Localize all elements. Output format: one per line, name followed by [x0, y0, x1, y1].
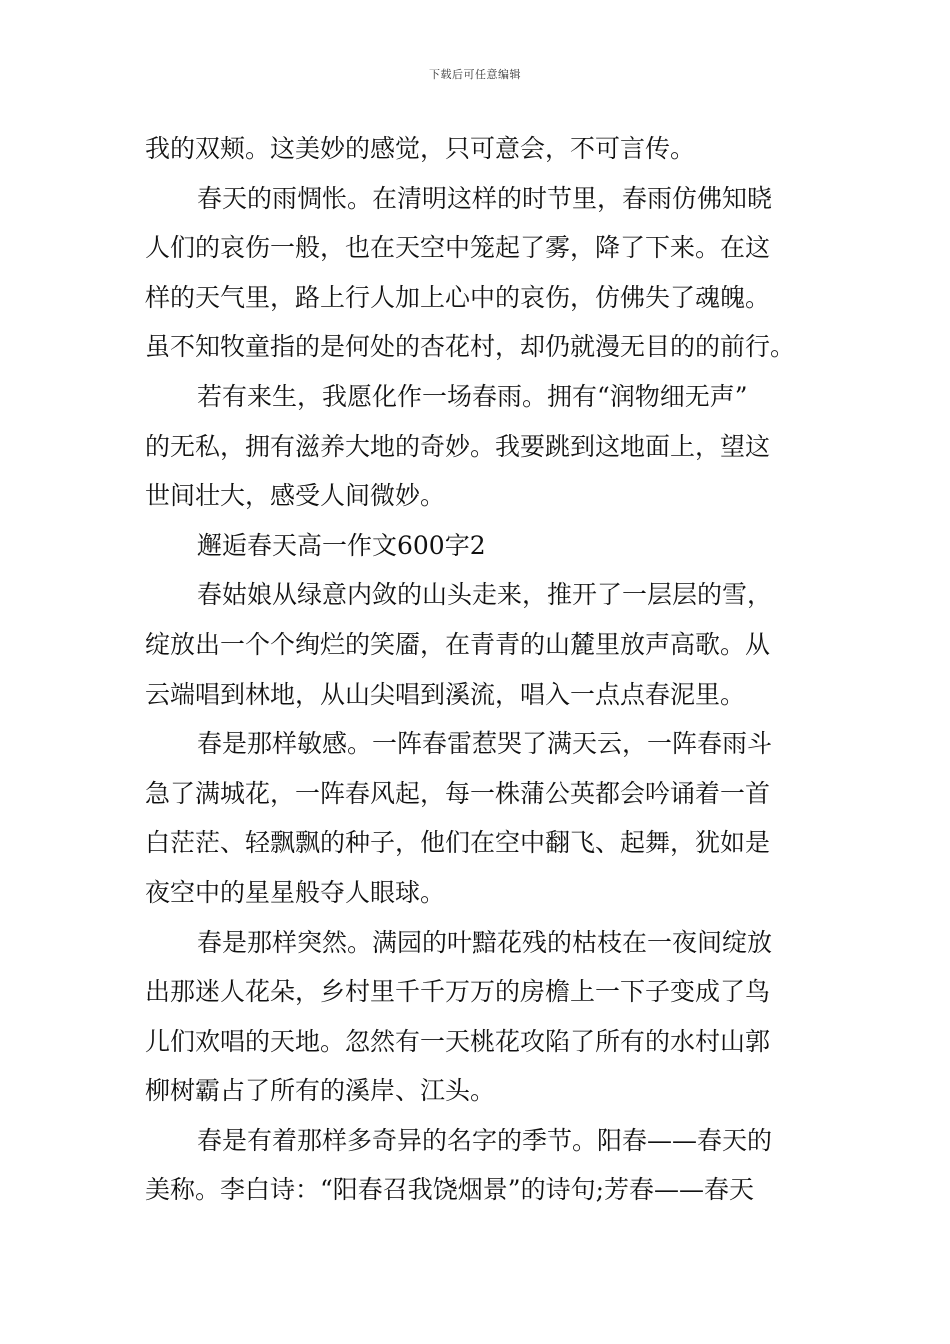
text-line: 邂逅春天高一作文600字2 — [197, 530, 486, 560]
text-line: 春是有着那样多奇异的名字的季节。阳春——春天的 — [197, 1125, 773, 1155]
text-line: 样的天气里，路上行人加上心中的哀伤，仿佛失了魂魄。 — [145, 282, 771, 312]
text-line: 云端唱到林地，从山尖唱到溪流，唱入一点点春泥里。 — [145, 679, 746, 709]
text-line: 春是那样突然。满园的叶黯花残的枯枝在一夜间绽放 — [197, 927, 773, 957]
text-line: 世间壮大，感受人间微妙。 — [145, 481, 446, 511]
text-line: 夜空中的星星般夺人眼球。 — [145, 877, 446, 907]
text-line: 春是那样敏感。一阵春雷惹哭了满天云，一阵春雨斗 — [197, 729, 773, 759]
text-line: 春天的雨惆怅。在清明这样的时节里，春雨仿佛知晓 — [197, 183, 773, 213]
text-line: 急了满城花，一阵春风起，每一株蒲公英都会吟诵着一首 — [145, 778, 771, 808]
text-line: 若有来生，我愿化作一场春雨。拥有“润物细无声” — [197, 381, 748, 411]
text-line: 春姑娘从绿意内敛的山头走来，推开了一层层的雪， — [197, 580, 773, 610]
text-line: 虽不知牧童指的是何处的杏花村，却仍就漫无目的的前行。 — [145, 332, 796, 362]
text-line: 白茫茫、轻飘飘的种子，他们在空中翻飞、起舞，犹如是 — [145, 828, 771, 858]
text-line: 柳树霸占了所有的溪岸、江头。 — [145, 1076, 496, 1106]
text-line: 绽放出一个个绚烂的笑靥，在青青的山麓里放声高歌。从 — [145, 629, 771, 659]
text-line: 我的双颊。这美妙的感觉，只可意会，不可言传。 — [145, 134, 696, 163]
text-line: 人们的哀伤一般，也在天空中笼起了雾，降了下来。在这 — [145, 233, 771, 263]
text-line: 儿们欢唱的天地。忽然有一天桃花攻陷了所有的水村山郭 — [145, 1026, 771, 1056]
text-line: 美称。李白诗：“阳春召我饶烟景”的诗句;芳春——春天 — [145, 1175, 754, 1205]
article-body — [145, 124, 807, 1215]
page-header: 下载后可任意编辑 — [429, 68, 521, 81]
text-line: 出那迷人花朵，乡村里千千万万的房檐上一下子变成了鸟 — [145, 977, 771, 1007]
text-line: 的无私，拥有滋养大地的奇妙。我要跳到这地面上，望这 — [145, 431, 771, 461]
